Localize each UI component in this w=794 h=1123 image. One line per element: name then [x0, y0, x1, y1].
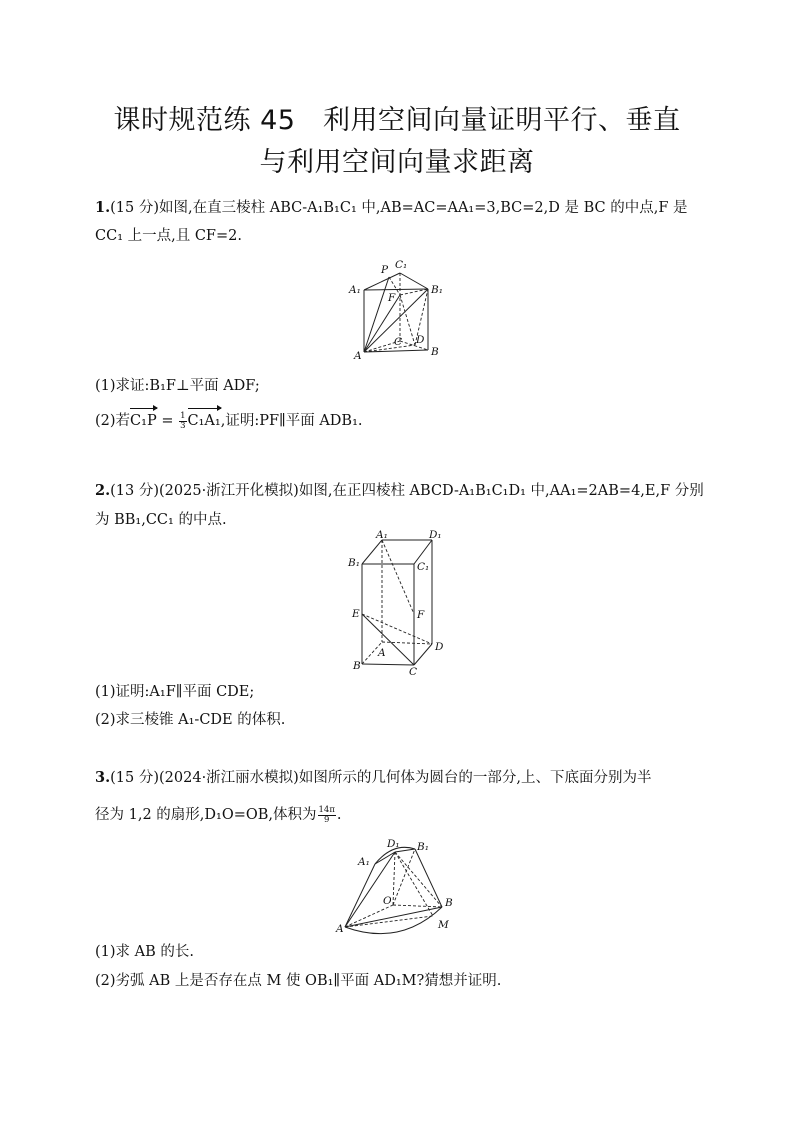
q2-part-1: (1)证明:A₁F∥平面 CDE;	[95, 684, 255, 700]
q1-label-b1: B₁	[431, 284, 443, 296]
q1-part-2-eq: =	[156, 413, 179, 429]
title-line-2: 与利用空间向量求距离	[259, 147, 535, 178]
q1-edge-fb1	[400, 289, 428, 295]
q1-fraction	[179, 412, 186, 431]
q1-label-d: D	[416, 334, 425, 346]
q3-part-2: (2)劣弧 AB 上是否存在点 M 使 OB₁∥平面 AD₁M?猜想并证明.	[95, 973, 502, 989]
q2-edge-bc	[362, 664, 414, 665]
q1-label-c: C	[394, 336, 403, 348]
q3-figure	[335, 832, 465, 942]
q3-edge-ab	[345, 907, 442, 927]
q1-figure	[345, 255, 445, 365]
q1-label-a: A	[354, 350, 362, 362]
q1-vector-c1p: C₁P	[130, 413, 157, 429]
q1-label-p: P	[381, 264, 389, 276]
q1-number: 1.	[95, 199, 111, 216]
q2-label-a1: A₁	[376, 529, 388, 541]
q2-label-d: D	[435, 641, 444, 653]
q3-fraction-den: 9	[324, 814, 330, 825]
q2-label-f: F	[417, 609, 425, 621]
q3-line-2	[95, 805, 342, 825]
q3-part-1: (1)求 AB 的长.	[95, 944, 194, 960]
q2-label-c: C	[409, 666, 418, 678]
title-line-1: 课时规范练 45 利用空间向量证明平行、垂直	[113, 105, 681, 136]
q2-number: 2.	[95, 482, 111, 499]
q2-label-b: B	[353, 660, 361, 672]
q1-edge-a1b1	[364, 289, 428, 290]
q3-number: 3.	[95, 769, 111, 786]
q3-fraction-num: 14π	[318, 804, 335, 815]
q2-label-b1: B₁	[348, 557, 360, 569]
q1-label-a1: A₁	[349, 284, 361, 296]
q2-text-1: (13 分)(2025·浙江开化模拟)如图,在正四棱柱 ABCD-A₁B₁C₁D₁ 中,AA₁=2AB=4,E,F 分别	[110, 483, 704, 499]
q2-part-2: (2)求三棱锥 A₁-CDE 的体积.	[95, 712, 286, 728]
q2-edge-ad	[382, 642, 432, 644]
q2-edge-b1a1	[362, 540, 382, 564]
q1-vector-c1a1: C₁A₁	[187, 413, 221, 429]
q1-label-c1: C₁	[395, 259, 408, 271]
q3-label-b: B	[445, 897, 453, 909]
q3-edge-aa1	[345, 864, 375, 927]
q2-edge-a1f	[382, 540, 414, 614]
q3-label-o: O	[383, 895, 392, 907]
q3-line-1	[95, 768, 651, 788]
q3-edge-ob1	[393, 849, 415, 905]
q2-label-a: A	[378, 647, 386, 659]
q3-edge-bb1	[415, 849, 442, 907]
q1-part-2-prefix: (2)若	[95, 413, 131, 429]
q1-line-2: CC₁ 上一点,且 CF=2.	[95, 228, 242, 244]
q1-edge-fd	[400, 295, 415, 345]
q3-label-m: M	[438, 919, 449, 931]
q3-text-2-suffix: .	[336, 807, 342, 823]
q2-label-e: E	[352, 608, 360, 620]
q2-label-d1: D₁	[429, 529, 442, 541]
q2-figure	[345, 528, 455, 678]
q3-label-a: A	[336, 923, 344, 935]
q2-line-1	[95, 481, 704, 501]
q1-edge-c1b1	[400, 273, 428, 289]
q3-label-b1: B₁	[417, 841, 429, 853]
q3-label-d1: D₁	[387, 838, 400, 850]
q1-fraction-den: 3	[180, 420, 186, 431]
q3-edge-ob	[393, 905, 442, 907]
q1-label-b: B	[431, 346, 439, 358]
q1-text-1: (15 分)如图,在直三棱柱 ABC-A₁B₁C₁ 中,AB=AC=AA₁=3,BC=2,D 是 BC 的中点,F 是	[110, 200, 688, 216]
q1-part-2-suffix: ,证明:PF∥平面 ADB₁.	[220, 413, 363, 429]
q2-label-c1: C₁	[417, 561, 430, 573]
q2-edge-cd	[414, 644, 432, 665]
q1-line-1	[95, 198, 687, 218]
q1-label-f: F	[388, 292, 396, 304]
q3-edge-d1o	[393, 852, 395, 905]
q3-edge-d1m	[395, 852, 433, 916]
q1-part-2	[95, 411, 363, 431]
q1-part-1: (1)求证:B₁F⊥平面 ADF;	[95, 378, 260, 394]
q2-line-2: 为 BB₁,CC₁ 的中点.	[95, 512, 227, 528]
q3-text-1: (15 分)(2024·浙江丽水模拟)如图所示的几何体为圆台的一部分,上、下底面分别为半	[110, 770, 652, 786]
q1-fraction-num: 1	[180, 410, 186, 421]
q3-fraction	[318, 806, 336, 825]
q1-edge-ab	[364, 350, 428, 352]
q3-edge-d1b	[395, 852, 442, 907]
q3-text-2-prefix: 径为 1,2 的扇形,D₁O=OB,体积为	[95, 807, 317, 823]
q3-label-a1: A₁	[358, 856, 370, 868]
q2-edge-ec	[362, 614, 414, 665]
